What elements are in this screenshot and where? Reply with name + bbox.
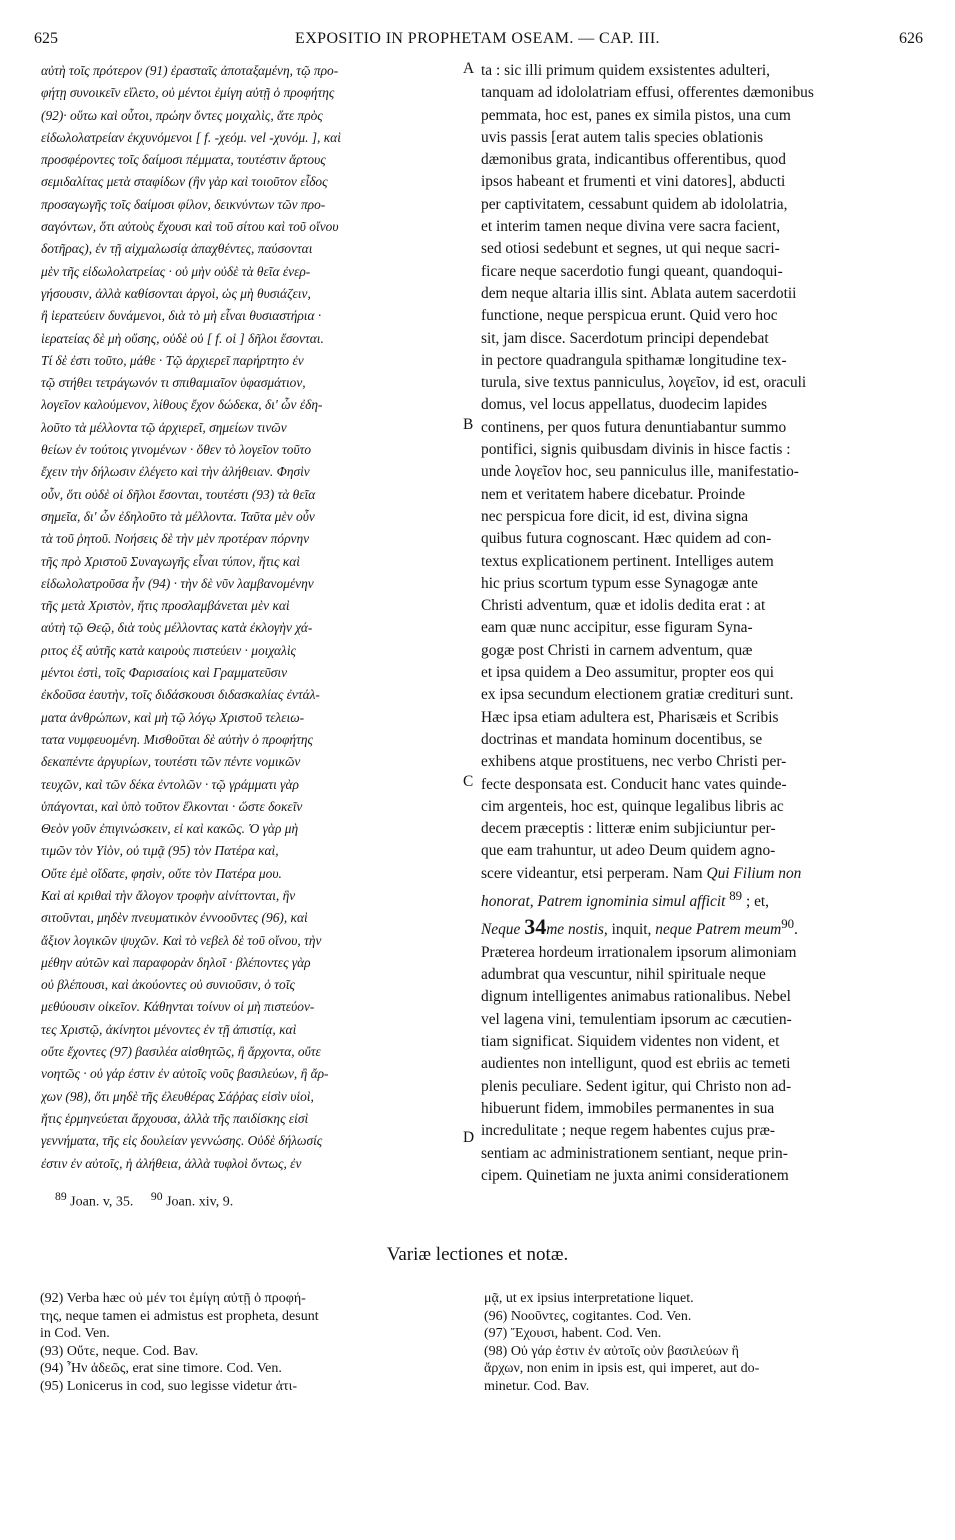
greek-line: μέθην αὐτῶν καὶ παραφορὰν δηλοῖ · βλέποντες γὰρ: [41, 954, 311, 970]
greek-line: αὐτὴ τοῖς πρότερον (91) ἐρασταῖς ἀποταξαμένη, τῷ προ-: [41, 63, 339, 78]
latin-line: in pectore quadrangula spithamæ longitudine tex-: [481, 351, 787, 369]
latin-line: ta : sic illi primum quidem exsistentes adulteri,: [481, 62, 770, 79]
greek-line: ὑπάγονται, καὶ ὑπὸ τοῦτον ἕλκονται · ὥστε δοκεῖν: [41, 798, 303, 814]
variae-line: minetur. Cod. Bav.: [484, 1378, 590, 1394]
latin-line: incredulitate ; neque regem habentes cujus præ-: [481, 1122, 776, 1140]
latin-line: continens, per quos futura denuntiabantur summo: [481, 418, 787, 436]
greek-line: θείων ἐν τούτοις γινομένων · ὅθεν τὸ λογεῖον τοῦτο: [41, 442, 312, 458]
greek-line: ἄξιον λογικῶν ψυχῶν. Καὶ τὸ νεβελ δὲ τοῦ οἴνου, τὴν: [41, 932, 322, 948]
latin-line: sit, jam disce. Sacerdotum principi dependebat: [481, 329, 769, 347]
greek-line: ἢ ἱερατεύειν δυνάμενοι, διὰ τὸ μὴ εἶναι θυσιαστήρια ·: [41, 308, 322, 324]
greek-line: ἐστιν ἐν αὐτοῖς, ἡ ἀλήθεια, ἀλλὰ τυφλοὶ ὄντως, ἐν: [41, 1155, 302, 1171]
footnote-ref: 89: [729, 888, 743, 903]
latin-line: tanquam ad idololatriam effusi, offerentes dæmonibus: [481, 84, 814, 102]
latin-line: nem et veritatem habere dicebatur. Proinde: [481, 485, 746, 503]
latin-quote: Neque: [481, 921, 521, 939]
latin-line: dem neque altaria illis sint. Ablata autem sacerdotii: [481, 284, 797, 302]
footnotes: [55, 1190, 475, 1211]
variae-line: (94) Ἦν ἀδεῶς, erat sine timore. Cod. Ven.: [40, 1361, 282, 1377]
greek-line: Οὔτε ἐμὲ οἴδατε, φησὶν, οὔτε τὸν Πατέρα μου.: [41, 865, 282, 881]
latin-line: adumbrat qua vescuntur, nihil spirituale neque: [481, 966, 766, 984]
greek-line: οὔτε ἔχοντες (97) βασιλέα αἰσθητῶς, ἢ ἄρχοντα, οὔτε: [41, 1044, 321, 1060]
variae-line: (97) Ἔχουσι, habent. Cod. Ven.: [484, 1326, 662, 1342]
greek-line: προσφέροντες τοῖς δαίμοσι πέμματα, τουτέστιν ἄρτους: [41, 152, 326, 168]
latin-line: ipsos habeant et frumenti et vini datores], abducti: [481, 173, 786, 191]
greek-line: ἱερατείας δὲ μὴ οὔσης, οὐδὲ οὐ [ f. οἱ ] δῆλοι ἔσονται.: [41, 330, 324, 346]
latin-line-text: scere videantur, etsi perperam. Nam: [481, 864, 703, 882]
variae-line: μᾷ, ut ex ipsius interpretatione liquet.: [484, 1291, 694, 1306]
greek-line: τευχῶν, καὶ τῶν δέκα ἐντολῶν · τῷ γράμματι γὰρ: [41, 776, 299, 792]
variae-line: (93) Οὔτε, neque. Cod. Bav.: [40, 1343, 199, 1359]
greek-line: γήσουσιν, ἀλλὰ καθίσονται ἀργοὶ, ὡς μὴ θυσιάζειν,: [41, 285, 311, 301]
margin-letter-b: B: [463, 416, 474, 433]
page-number-left: 625: [34, 30, 58, 47]
latin-line: functione, neque perspicua erunt. Quid vero hoc: [481, 307, 778, 325]
greek-line: ματα ἀνθρώπων, καὶ μὴ τῷ λόγῳ Χριστοῦ τελειω-: [41, 709, 305, 725]
latin-line: que eam trahuntur, ut adeo Deum quidem agno-: [481, 842, 776, 860]
latin-line: vel lagena vini, temulentiam ipsorum ac cæcutien-: [481, 1010, 792, 1028]
latin-line: ex ipsa secundum electionem gratiæ credituri sunt.: [481, 686, 794, 704]
greek-line: μεθύουσιν οἰκεῖον. Κάθηνται τοίνυν οἱ μὴ πιστεύον-: [41, 999, 315, 1015]
greek-line: λοῦτο τὰ μέλλοντα τῷ ἀρχιερεῖ, σημείων τινῶν: [41, 419, 287, 435]
greek-line: τιμῶν τὸν Υἱὸν, οὐ τιμᾷ (95) τὸν Πατέρα καὶ,: [41, 843, 279, 859]
greek-line: εἰδωλολατρείαν ἐκχυνόμενοι [ f. -χεόμ. vel -χυνόμ. ], καὶ: [41, 129, 341, 145]
variae-left-column: [40, 1290, 465, 1396]
footnote-text: Joan. xiv, 9.: [166, 1194, 234, 1210]
latin-line: unde λογεῖον hoc, seu panniculus ille, manifestatio-: [481, 463, 799, 481]
latin-line: quibus futura cognoscant. Hæc quidem ad con-: [481, 530, 772, 548]
page-number-right: 626: [899, 30, 923, 47]
latin-line: Christi adventum, quæ et idolis dedita erat : at: [481, 597, 766, 615]
latin-line: dignum intelligentes animabus rationalibus. Nebel: [481, 988, 791, 1006]
latin-line: Præterea hordeum irrationalem ipsorum alimoniam: [481, 943, 797, 961]
footnote-number: 90: [150, 1190, 163, 1203]
latin-line: Hæc ipsa etiam adultera est, Pharisæis et Scribis: [481, 708, 779, 726]
variae-line: ἄρχων, non enim in ipsis est, qui imperet, aut do-: [484, 1361, 760, 1377]
greek-line: σιτοῦνται, μηδὲν πνευματικὸν ἐννοοῦντες (96), καὶ: [41, 910, 308, 926]
greek-line: Θεὸν γοῦν ἐπιγινώσκειν, εἰ καὶ κακῶς. Ὁ γὰρ μὴ: [41, 821, 299, 837]
latin-line: exhibens atque prostituens, nec verbo Christi per-: [481, 753, 787, 771]
greek-line: σημεῖα, δι' ὧν ἐδηλοῦτο τὰ μέλλοντα. Ταῦτα μὲν οὖν: [41, 508, 315, 524]
running-title: EXPOSITIO IN PROPHETAM OSEAM. — CAP. III.: [295, 30, 660, 47]
greek-line: τῆς μετὰ Χριστὸν, ἥτις προσλαμβάνεται μὲν καὶ: [41, 598, 290, 614]
greek-line: εἰδωλολατροῦσα ἦν (94) · τὴν δὲ νῦν λαμβανομένην: [41, 575, 314, 591]
greek-line: αὐτὴ τῷ Θεῷ, διὰ τοὺς μέλλοντας κατὰ ἐκλογὴν χά-: [41, 620, 313, 636]
latin-line: cim argenteis, hoc est, quinque legalibus libris ac: [481, 797, 784, 815]
latin-line: audientes non intelligunt, quod est ebriis ac temeti: [481, 1055, 791, 1073]
variae-title: Variæ lectiones et notæ.: [386, 1244, 569, 1265]
latin-line: dæmonibus grata, indicantibus offerentibus, quod: [481, 151, 786, 169]
greek-line: τες Χριστῷ, ἀκίνητοι μένοντες ἐν τῇ ἀπιστίᾳ, καὶ: [41, 1021, 297, 1037]
variae-line: (92) Verba hæc οὐ μέν τοι ἐμίγη αὐτῇ ὁ προφή-: [40, 1291, 306, 1306]
latin-line: uvis passis [erat autem talis species oblationis: [481, 128, 764, 146]
greek-line: προσαγωγῆς τοῖς δαίμοσι φίλον, δεικνύντων τῶν προ-: [41, 196, 326, 212]
greek-line: τατα νυμφευομένη. Μισθοῦται δὲ αὐτὴν ὁ προφήτης: [41, 731, 313, 747]
variae-line: in Cod. Ven.: [40, 1326, 110, 1342]
latin-line: eam quæ nunc accipitur, esse figuram Syna-: [481, 619, 753, 637]
greek-line: μὲν τῆς εἰδωλολατρείας · οὐ μὴν οὐδὲ τὰ θεῖα ἐνερ-: [41, 263, 311, 279]
greek-line: δεκαπέντε ἀργυρίων, τουτέστι τῶν πέντε νομικῶν: [41, 754, 301, 770]
latin-line: plenis peculiare. Sedent igitur, qui Christo non ad-: [481, 1077, 792, 1095]
greek-line: γεννήματα, τῆς εἰς δουλείαν γεννώσης. Οὐδὲ δήλωσίς: [41, 1133, 323, 1149]
latin-line: sentiam ac administrationem sentiant, neque prin-: [481, 1144, 788, 1162]
greek-line: σαγόντων, ὅτι αὐτοὺς ἔχουσι καὶ τοῦ σίτου καὶ τοῦ οἴνου: [41, 219, 339, 235]
latin-line: fecte desponsata est. Conducit hanc vates quinde-: [481, 775, 787, 793]
latin-line: turula, sive textus panniculus, λογεῖον, id est, oraculi: [481, 374, 807, 392]
variae-right-column: [484, 1290, 924, 1396]
footnote-ref: 90: [781, 917, 795, 932]
latin-line: gogæ post Christi in carnem adventum, quæ: [481, 641, 753, 659]
variae-line: της, neque tamen ei admistus est propheta, desunt: [40, 1308, 319, 1324]
latin-line: domus, vel locus appellatus, duodecim lapides: [481, 396, 767, 414]
latin-line-text: .: [794, 921, 798, 939]
greek-line: ἐκδοῦσα ἑαυτὴν, τοῖς διδάσκουσι διδασκαλίας ἐντάλ-: [41, 687, 320, 703]
latin-line: et ipsa quidem a Deo assumitur, propter eos qui: [481, 664, 775, 682]
greek-line: φήτῃ συνοικεῖν εἵλετο, οὐ μέντοι ἐμίγη αὐτῇ ὁ προφήτης: [41, 85, 335, 101]
latin-line-text: ; et,: [745, 893, 770, 911]
latin-line: decem præceptis : litteræ enim subjiciuntur per-: [481, 820, 776, 838]
latin-line: doctrinas et mandata hominum docentibus, se: [481, 730, 763, 748]
greek-line: (92)· οὕτω καὶ οὗτοι, πρώην ὄντες μοιχαλὶς, ἅτε πρὸς: [41, 107, 323, 123]
latin-quote: honorat, Patrem ignominia simul afficit: [481, 893, 726, 911]
greek-line: μέντοι ἐστὶ, τοῖς Φαρισαίοις καὶ Γραμματεῦσιν: [41, 665, 288, 681]
greek-line: νοητῶς · οὐ γάρ ἐστιν ἐν αὐτοῖς νοῦς βασιλεύων, ἢ ἄρ-: [41, 1066, 329, 1082]
latin-line: ficare neque sacerdotio fungi queant, quandoqui-: [481, 262, 783, 280]
greek-line: ἔχειν τὴν δήλωσιν ἐλέγετο καὶ τὴν ἀλήθειαν. Φησὶν: [41, 464, 310, 480]
margin-letter-a: A: [463, 60, 475, 77]
latin-line: nec perspicua fore dicit, id est, divina signa: [481, 507, 749, 525]
greek-line: Τί δὲ ἐστι τοῦτο, μάθε · Τῷ ἀρχιερεῖ παρήρτητο ἐν: [41, 352, 304, 368]
latin-line: pontifici, signis quibusdam divinis in hisce factis :: [481, 441, 791, 459]
greek-line: τὰ τοῦ ῥητοῦ. Νοήσεις δὲ τὴν μὲν προτέραν πόρνην: [41, 531, 310, 547]
latin-quote: me nostis,: [546, 921, 608, 939]
greek-line: σεμιδαλίτας μετὰ σταφίδων (ἣν γὰρ καὶ τοιοῦτον εἶδος: [41, 174, 328, 190]
signature-mark: 34: [524, 914, 547, 940]
latin-line: cipem. Quinetiam ne juxta animi considerationem: [481, 1166, 789, 1184]
latin-line: hic prius scortum typum esse Synagogæ ante: [481, 574, 758, 592]
greek-line: λογεῖον καλούμενον, λίθους ἔχον δώδεκα, δι' ὧν ἐδη-: [41, 397, 323, 413]
footnote-number: 89: [55, 1190, 67, 1203]
footnote-text: Joan. v, 35.: [70, 1194, 134, 1210]
latin-quote: neque Patrem meum: [655, 921, 782, 939]
latin-line-text: inquit,: [611, 921, 652, 939]
latin-line: [481, 913, 926, 941]
latin-line: hibuerunt fidem, immobiles permanentes in sua: [481, 1099, 775, 1117]
greek-line: ριτος ἐξ αὐτῆς κατὰ καιροὺς πιστεύειν · μοιχαλὶς: [41, 642, 296, 658]
greek-line: οὐ βλέπουσι, καὶ ἀκούοντες οὐ συνιοῦσιν, ὁ τοῖς: [41, 977, 295, 993]
greek-line: δοτῆρας), ἐν τῇ αἰχμαλωσίᾳ ἀπαχθέντες, παύσονται: [41, 241, 313, 257]
latin-line: [481, 863, 926, 885]
latin-line: tiam significat. Siquidem videntes non vident, et: [481, 1033, 780, 1051]
latin-line: pemmata, hoc est, panes ex simila pistos, una cum: [481, 106, 791, 124]
margin-letter-c: C: [463, 773, 474, 790]
page-header: [0, 30, 955, 54]
latin-line: textus explicationem pertinent. Intelliges autem: [481, 552, 774, 570]
greek-line: χων (98), ὅτι μηδὲ τῆς ἐλευθέρας Σάῤῥας εἰσὶν υἱοὶ,: [41, 1088, 314, 1104]
greek-line: τῷ στήθει τετράγωνόν τι σπιθαμιαῖον ὑφασμάτιον,: [41, 375, 306, 391]
margin-letter-d: D: [463, 1129, 475, 1146]
latin-line: per captivitatem, cessabunt quidem ab idololatria,: [481, 195, 788, 213]
variae-line: (95) Lonicerus in cod, suo legisse videtur ἀτι-: [40, 1378, 298, 1394]
latin-line: sed otiosi sedebunt et segnes, ut qui neque sacri-: [481, 240, 780, 258]
variae-line: (98) Οὐ γάρ ἐστιν ἐν αὐτοῖς οὐν βασιλεύων ἢ: [484, 1343, 739, 1359]
latin-quote: Qui Filium non: [706, 864, 802, 882]
latin-line: [481, 885, 926, 913]
greek-line: οὖν, ὅτι οὐδὲ οἱ δῆλοι ἔσονται, τουτέστι (93) τὰ θεῖα: [41, 486, 316, 502]
greek-line: τῆς πρὸ Χριστοῦ Συναγωγῆς εἶναι τύπον, ἥτις καὶ: [41, 553, 300, 569]
variae-line: (96) Νοοῦντες, cogitantes. Cod. Ven.: [484, 1308, 692, 1324]
latin-line: et interim tamen neque divina vere sacra facient,: [481, 218, 781, 236]
greek-line: ἥτις ἑρμηνεύεται ἄρχουσα, ἀλλὰ τῆς παιδίσκης εἰσὶ: [41, 1110, 309, 1126]
greek-line: Καὶ αἱ κριθαὶ τὴν ἄλογον τροφὴν αἰνίττονται, ἣν: [41, 887, 296, 903]
